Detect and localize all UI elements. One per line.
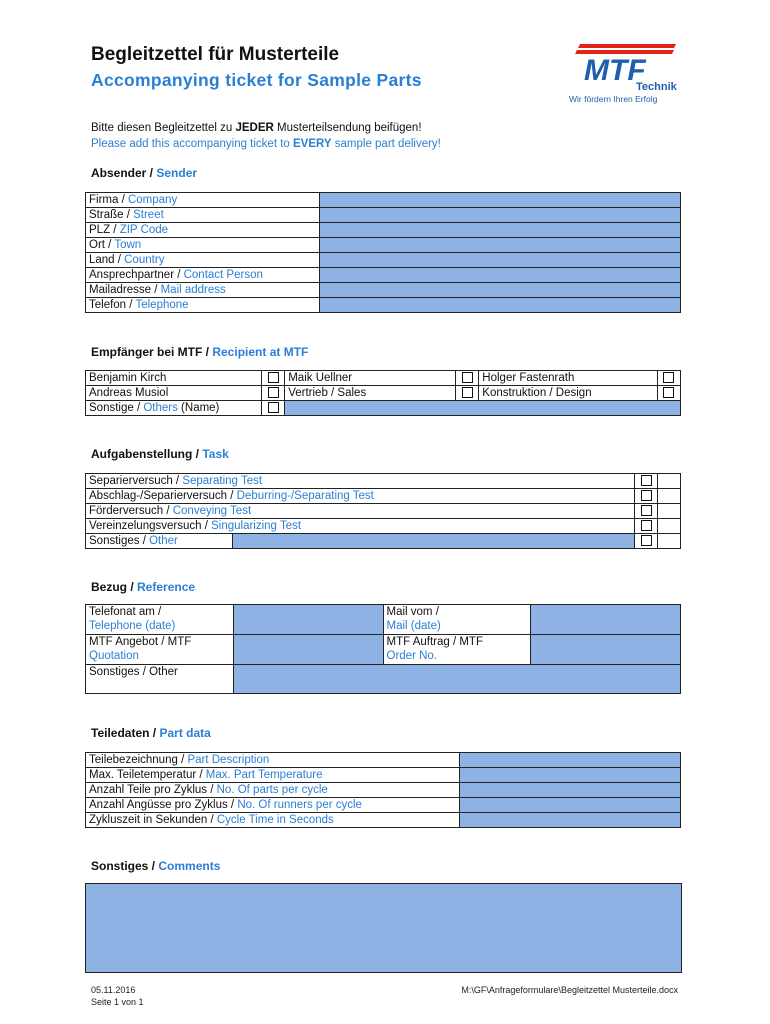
task-row-label-en: Conveying Test xyxy=(172,505,252,517)
sender-row-label-en: Company xyxy=(127,194,178,206)
parts-field[interactable] xyxy=(460,783,681,798)
parts-table xyxy=(85,752,681,828)
task-row-label-de: Abschlag-/Separierversuch / xyxy=(89,490,237,502)
sender-row xyxy=(86,193,681,208)
reference-row-quote xyxy=(86,635,681,665)
sender-row-label-en: Telephone xyxy=(135,299,189,311)
task-row-label xyxy=(86,519,635,534)
parts-row-label-en: Cycle Time in Seconds xyxy=(216,814,334,826)
recipient-checkbox-fastenrath[interactable] xyxy=(663,372,674,383)
checkbox-cell xyxy=(657,386,680,401)
checkbox-cell xyxy=(634,534,658,549)
task-row xyxy=(86,489,681,504)
recipient-name: Vertrieb / Sales xyxy=(285,386,456,401)
reference-order-label xyxy=(383,635,531,665)
sender-row-label xyxy=(86,208,320,223)
tel-de: Telefonat am / xyxy=(89,606,162,618)
parts-heading-en: Part data xyxy=(159,726,211,740)
sender-row xyxy=(86,238,681,253)
parts-row xyxy=(86,783,681,798)
task-row-label xyxy=(86,504,635,519)
task-row-label-en: Singularizing Test xyxy=(211,520,302,532)
page-title-de: Begleitzettel für Musterteile xyxy=(91,44,340,65)
task-row-label-de: Separierversuch / xyxy=(89,475,183,487)
task-table xyxy=(85,473,681,549)
sender-row xyxy=(86,298,681,313)
checkbox-cell xyxy=(261,371,284,386)
parts-heading-de: Teiledaten / xyxy=(91,726,160,740)
sender-row-label-en: Country xyxy=(124,254,165,266)
sender-row-label-de: Ort / xyxy=(89,239,115,251)
sender-row-label-de: Firma / xyxy=(89,194,128,206)
task-row-label xyxy=(86,534,233,549)
sender-field[interactable] xyxy=(320,223,681,238)
sender-row-label-en: Town xyxy=(114,239,142,251)
tel-en: Telephone (date) xyxy=(89,620,176,632)
recipient-name: Andreas Musiol xyxy=(86,386,262,401)
reference-row-other xyxy=(86,665,681,694)
task-spacer xyxy=(658,489,681,504)
parts-row xyxy=(86,813,681,828)
recipient-row-2 xyxy=(86,386,681,401)
parts-row-label-de: Anzahl Angüsse pro Zyklus / xyxy=(89,799,238,811)
mail-de: Mail vom / xyxy=(386,606,439,618)
checkbox-cell xyxy=(261,401,284,416)
recipient-name: Holger Fastenrath xyxy=(479,371,657,386)
task-other-field[interactable] xyxy=(233,534,634,549)
logo-sub-text: Technik xyxy=(636,81,677,93)
recipient-table xyxy=(85,370,681,416)
sender-table xyxy=(85,192,681,313)
footer-date: 05.11.2016 xyxy=(91,985,136,995)
task-checkbox[interactable] xyxy=(641,475,652,486)
sender-row xyxy=(86,253,681,268)
reference-row-date xyxy=(86,605,681,635)
others-en: Others xyxy=(143,402,178,414)
sender-row-label-de: Land / xyxy=(89,254,125,266)
recipient-name: Maik Uellner xyxy=(285,371,456,386)
sender-row-label-de: PLZ / xyxy=(89,224,120,236)
sender-row-label-de: Straße / xyxy=(89,209,134,221)
sender-heading-de: Absender / xyxy=(91,166,157,180)
task-checkbox[interactable] xyxy=(641,520,652,531)
sender-field[interactable] xyxy=(320,193,681,208)
task-row xyxy=(86,474,681,489)
sender-field[interactable] xyxy=(320,253,681,268)
parts-row xyxy=(86,798,681,813)
parts-row-label-de: Max. Teiletemperatur / xyxy=(89,769,206,781)
sender-row xyxy=(86,223,681,238)
parts-row xyxy=(86,753,681,768)
sender-heading-en: Sender xyxy=(156,166,198,180)
sender-row-label-en: Street xyxy=(133,209,164,221)
recipient-name: Konstruktion / Design xyxy=(479,386,657,401)
recipient-row-1 xyxy=(86,371,681,386)
parts-row-label xyxy=(86,753,460,768)
recipient-name: Benjamin Kirch xyxy=(86,371,262,386)
task-row-label-en: Other xyxy=(149,535,178,547)
checkbox-cell xyxy=(261,386,284,401)
task-spacer xyxy=(658,519,681,534)
parts-row xyxy=(86,768,681,783)
comments-heading xyxy=(91,859,220,873)
task-row-label-de: Förderversuch / xyxy=(89,505,173,517)
task-row xyxy=(86,504,681,519)
reference-tel-label xyxy=(86,605,234,635)
task-checkbox[interactable] xyxy=(641,490,652,501)
parts-row-label xyxy=(86,798,460,813)
task-checkbox-other[interactable] xyxy=(641,535,652,546)
mail-en: Mail (date) xyxy=(386,620,441,632)
sender-row-label xyxy=(86,223,320,238)
task-row xyxy=(86,519,681,534)
reference-heading-en: Reference xyxy=(137,580,196,594)
intro-en-pre: Please add this accompanying ticket to xyxy=(91,138,294,150)
recipient-heading-de: Empfänger bei MTF / xyxy=(91,345,213,359)
quote-en: Quotation xyxy=(89,650,139,662)
sender-row xyxy=(86,268,681,283)
mtf-logo xyxy=(566,40,678,106)
checkbox-cell xyxy=(634,489,658,504)
recipient-checkbox-others[interactable] xyxy=(268,402,279,413)
task-row-label-en: Separating Test xyxy=(182,475,263,487)
sender-row-label xyxy=(86,253,320,268)
intro-de-post: Musterteilsendung beifügen! xyxy=(273,122,422,134)
recipient-others-field[interactable] xyxy=(285,401,681,416)
sender-row-label-en: Mail address xyxy=(160,284,226,296)
task-heading xyxy=(91,447,229,461)
parts-heading xyxy=(91,726,211,740)
reference-quote-field[interactable] xyxy=(233,635,383,665)
recipient-checkbox-uellner[interactable] xyxy=(462,372,473,383)
recipient-heading-en: Recipient at MTF xyxy=(212,345,309,359)
sender-row xyxy=(86,208,681,223)
sender-row-label-de: Telefon / xyxy=(89,299,136,311)
parts-row-label-de: Zykluszeit in Sekunden / xyxy=(89,814,217,826)
parts-row-label xyxy=(86,783,460,798)
task-heading-de: Aufgabenstellung / xyxy=(91,447,203,461)
sender-field[interactable] xyxy=(320,238,681,253)
parts-row-label-en: Part Description xyxy=(187,754,270,766)
task-checkbox[interactable] xyxy=(641,505,652,516)
parts-row-label xyxy=(86,768,460,783)
intro-de xyxy=(91,122,422,134)
others-post: (Name) xyxy=(177,402,220,414)
recipient-checkbox-kirch[interactable] xyxy=(268,372,279,383)
sender-field[interactable] xyxy=(320,283,681,298)
intro-de-pre: Bitte diesen Begleitzettel zu xyxy=(91,122,236,134)
checkbox-cell xyxy=(455,386,478,401)
parts-field[interactable] xyxy=(460,753,681,768)
reference-mail-label xyxy=(383,605,531,635)
reference-mail-field[interactable] xyxy=(531,605,681,635)
sender-row-label-en: Contact Person xyxy=(183,269,263,281)
sender-row-label xyxy=(86,238,320,253)
task-row-label-de: Vereinzelungsversuch / xyxy=(89,520,212,532)
sender-row-label-de: Mailadresse / xyxy=(89,284,161,296)
task-heading-en: Task xyxy=(202,447,229,461)
task-row-label-en: Deburring-/Separating Test xyxy=(236,490,374,502)
task-row-other xyxy=(86,534,681,549)
task-spacer xyxy=(658,474,681,489)
sender-row xyxy=(86,283,681,298)
task-row-label-de: Sonstiges / xyxy=(89,535,150,547)
recipient-checkbox-sales[interactable] xyxy=(462,387,473,398)
reference-heading-de: Bezug / xyxy=(91,580,138,594)
sender-field[interactable] xyxy=(320,208,681,223)
checkbox-cell xyxy=(634,504,658,519)
others-de: Sonstige / xyxy=(89,402,144,414)
checkbox-cell xyxy=(634,519,658,534)
task-spacer xyxy=(658,534,681,549)
intro-en xyxy=(91,138,441,150)
reference-other-field[interactable] xyxy=(233,665,680,694)
order-de: MTF Auftrag / MTF xyxy=(386,636,483,648)
sender-row-label xyxy=(86,268,320,283)
intro-de-bold: JEDER xyxy=(235,122,274,134)
intro-en-post: sample part delivery! xyxy=(331,138,441,150)
sender-row-label xyxy=(86,283,320,298)
parts-row-label-en: No. Of runners per cycle xyxy=(237,799,362,811)
recipient-checkbox-musiol[interactable] xyxy=(268,387,279,398)
comments-heading-en: Comments xyxy=(158,859,221,873)
parts-row-label-de: Teilebezeichnung / xyxy=(89,754,188,766)
parts-field[interactable] xyxy=(460,798,681,813)
parts-field[interactable] xyxy=(460,813,681,828)
logo-tagline: Wir fördern Ihren Erfolg xyxy=(569,94,658,104)
reference-order-field[interactable] xyxy=(531,635,681,665)
sender-row-label-en: ZIP Code xyxy=(119,224,169,236)
logo-mtf-text: MTF xyxy=(584,54,646,87)
quote-de: MTF Angebot / MTF xyxy=(89,636,192,648)
task-row-label xyxy=(86,489,635,504)
footer-page: Seite 1 von 1 xyxy=(91,997,144,1007)
task-spacer xyxy=(658,504,681,519)
recipient-others-label xyxy=(86,401,262,416)
sender-row-label-de: Ansprechpartner / xyxy=(89,269,184,281)
task-row-label xyxy=(86,474,635,489)
comments-field[interactable] xyxy=(85,883,682,973)
checkbox-cell xyxy=(455,371,478,386)
reference-other-label: Sonstiges / Other xyxy=(86,665,234,694)
comments-heading-de: Sonstiges / xyxy=(91,859,159,873)
sender-row-label xyxy=(86,298,320,313)
intro-en-bold: EVERY xyxy=(293,138,332,150)
checkbox-cell xyxy=(634,474,658,489)
footer-path: M:\GF\Anfrageformulare\Begleitzettel Musterteile.docx xyxy=(461,985,678,995)
reference-heading xyxy=(91,580,195,594)
order-en: Order No. xyxy=(386,650,437,662)
sender-field[interactable] xyxy=(320,298,681,313)
sender-field[interactable] xyxy=(320,268,681,283)
sender-row-label xyxy=(86,193,320,208)
parts-row-label-de: Anzahl Teile pro Zyklus / xyxy=(89,784,217,796)
reference-quote-label xyxy=(86,635,234,665)
sender-heading xyxy=(91,166,197,180)
recipient-heading xyxy=(91,345,308,359)
reference-table xyxy=(85,604,681,694)
parts-row-label-en: Max. Part Temperature xyxy=(205,769,323,781)
parts-field[interactable] xyxy=(460,768,681,783)
parts-row-label-en: No. Of parts per cycle xyxy=(216,784,328,796)
recipient-checkbox-design[interactable] xyxy=(663,387,674,398)
parts-row-label xyxy=(86,813,460,828)
page-title-en: Accompanying ticket for Sample Parts xyxy=(91,70,422,90)
reference-tel-field[interactable] xyxy=(233,605,383,635)
recipient-row-others xyxy=(86,401,681,416)
checkbox-cell xyxy=(657,371,680,386)
